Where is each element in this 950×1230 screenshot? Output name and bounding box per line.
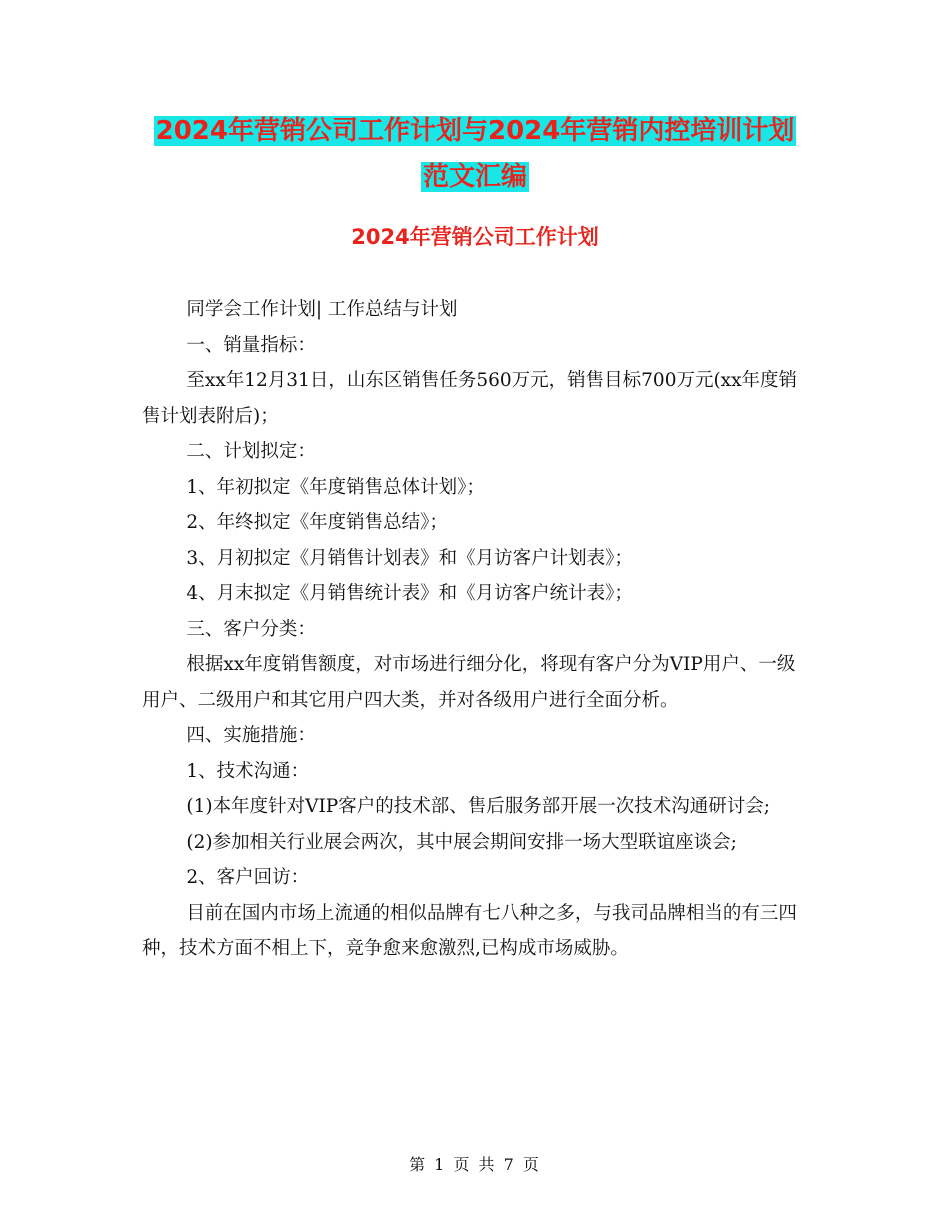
- paragraph: 四、实施措施：: [186, 725, 316, 746]
- document-body: [142, 292, 810, 967]
- paragraph: 一、销量指标：: [186, 334, 316, 356]
- paragraph: 同学会工作计划| 工作总结与计划: [186, 299, 458, 320]
- paragraph: 目前在国内市场上流通的相似品牌有七八种之多，与我司品牌相当的有三四种，技术方面不相上下，竞争愈来愈激烈,已构成市场威胁。: [142, 902, 797, 959]
- document-title: [0, 108, 950, 200]
- paragraph: (1)本年度针对VIP客户的技术部、售后服务部开展一次技术沟通研讨会;: [186, 796, 770, 817]
- section-title: 2024年营销公司工作计划: [351, 225, 599, 249]
- paragraph: 2、年终拟定《年度销售总结》；: [186, 512, 448, 533]
- paragraph: 2、客户回访：: [186, 867, 310, 888]
- paragraph: 3、月初拟定《月销售计划表》和《月访客户计划表》；: [186, 547, 633, 569]
- paragraph: 1、年初拟定《年度销售总体计划》；: [186, 476, 485, 498]
- paragraph: 1、技术沟通：: [186, 760, 310, 782]
- page-footer: 第 1 页 共 7 页: [409, 1155, 541, 1174]
- paragraph: (2)参加相关行业展会两次，其中展会期间安排一场大型联谊座谈会;: [186, 831, 737, 853]
- document-title-line-1: 2024年营销公司工作计划与2024年营销内控培训计划: [155, 116, 795, 146]
- paragraph: 根据xx年度销售额度，对市场进行细分化，将现有客户分为VIP用户、一级用户、二级用户和其它用户四大类，并对各级用户进行全面分析。: [142, 654, 796, 711]
- paragraph: 至xx年12月31日，山东区销售任务560万元，销售目标700万元(xx年度销售计划表附后)；: [142, 370, 798, 427]
- paragraph: 三、客户分类：: [186, 618, 316, 640]
- document-title-line-2: 范文汇编: [422, 162, 527, 192]
- paragraph: 二、计划拟定：: [186, 441, 316, 462]
- paragraph: 4、月末拟定《月销售统计表》和《月访客户统计表》；: [186, 583, 633, 604]
